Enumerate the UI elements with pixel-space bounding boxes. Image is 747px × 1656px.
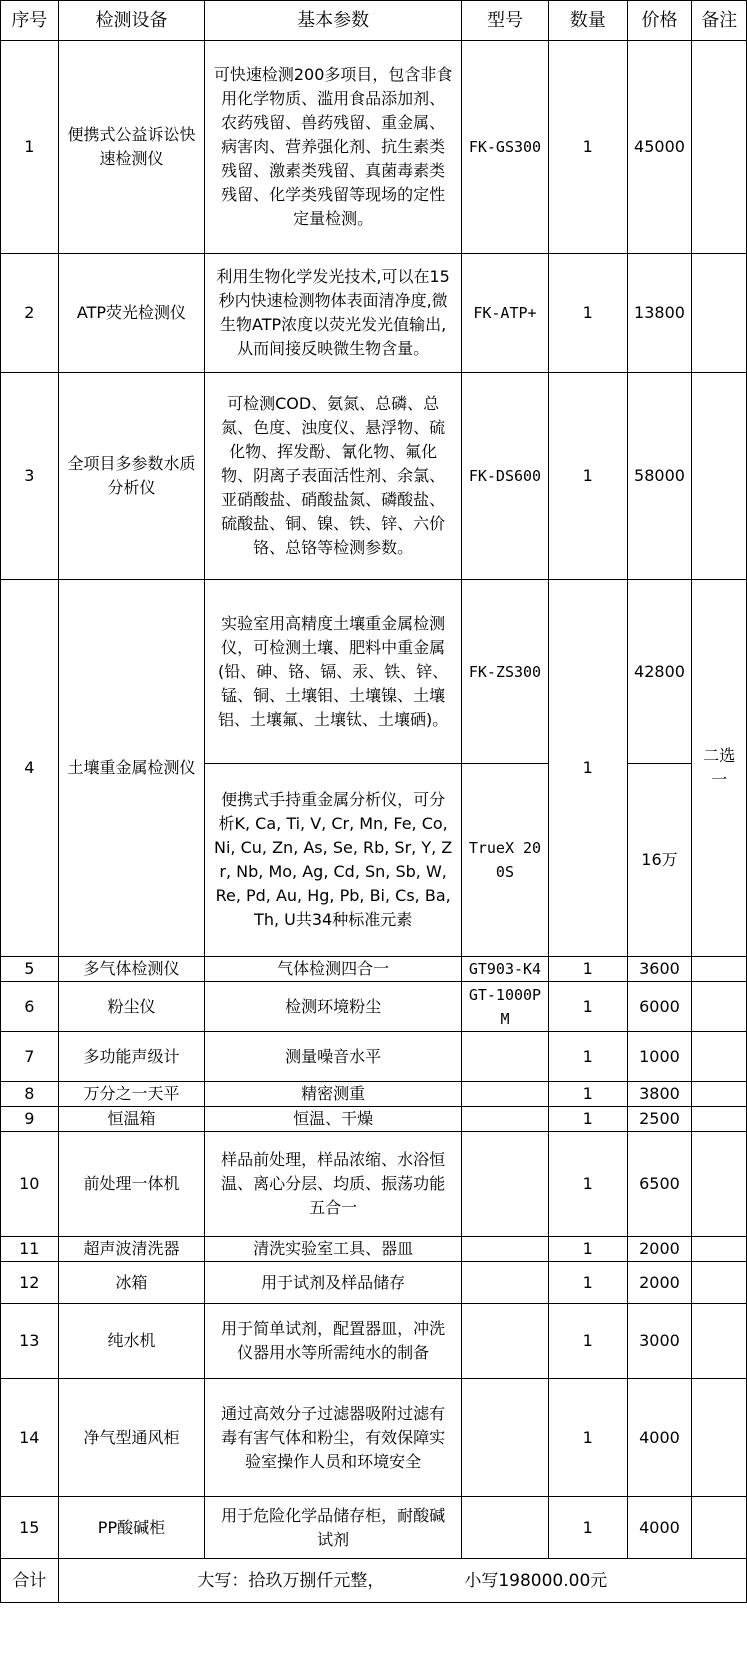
cell-device: 全项目多参数水质分析仪 [58,373,205,580]
cell-seq: 4 [1,580,59,957]
cell-remark [692,1497,747,1559]
cell-params: 用于简单试剂，配置器皿，冲洗仪器用水等所需纯水的制备 [205,1304,462,1379]
cell-params: 测量噪音水平 [205,1032,462,1082]
cell-seq: 1 [1,41,59,254]
cell-params: 便携式手持重金属分析仪，可分析K, Ca, Ti, V, Cr, Mn, Fe, Co, Ni, Cu, Zn, As, Se, Rb, Sr, Y, Zr, Nb, Mo, Ag, Cd, Sn, Sb, W, Re, Pd, Au, Hg, Pb, Bi, Cs, Ba, Th, U共34种标准元素 [205,764,462,957]
cell-remark [692,1107,747,1132]
cell-params: 恒温、干燥 [205,1107,462,1132]
cell-qty: 1 [548,1132,627,1237]
cell-remark [692,1082,747,1107]
cell-price: 4000 [627,1379,692,1497]
cell-qty: 1 [548,1497,627,1559]
cell-seq: 8 [1,1082,59,1107]
cell-device: 纯水机 [58,1304,205,1379]
cell-params: 利用生物化学发光技术,可以在15秒内快速检测物体表面清净度,微生物ATP浓度以荧光发光值输出,从而间接反映微生物含量。 [205,254,462,373]
cell-remark [692,1132,747,1237]
table-row [1,254,747,373]
cell-remark [692,1237,747,1262]
cell-seq: 13 [1,1304,59,1379]
cell-model: GT-1000PM [461,982,548,1032]
cell-remark [692,254,747,373]
cell-price: 3800 [627,1082,692,1107]
cell-params: 可快速检测200多项目，包含非食用化学物质、滥用食品添加剂、农药残留、兽药残留、重金属、病害肉、营养强化剂、抗生素类残留、激素类残留、真菌毒素类残留、化学类残留等现场的定性定量检测。 [205,41,462,254]
cell-params: 实验室用高精度土壤重金属检测仪，可检测土壤、肥料中重金属(铅、砷、铬、镉、汞、铁、锌、锰、铜、土壤钼、土壤镍、土壤铝、土壤氟、土壤钛、土壤硒)。 [205,580,462,764]
cell-device: PP酸碱柜 [58,1497,205,1559]
cell-qty: 1 [548,1107,627,1132]
header-seq: 序号 [1,1,59,41]
cell-remark [692,41,747,254]
header-price: 价格 [627,1,692,41]
cell-price: 3600 [627,957,692,982]
header-model: 型号 [461,1,548,41]
cell-price: 2000 [627,1237,692,1262]
cell-seq: 7 [1,1032,59,1082]
cell-device: 万分之一天平 [58,1082,205,1107]
cell-remark [692,1379,747,1497]
cell-model: GT903-K4 [461,957,548,982]
cell-params: 用于危险化学品储存柜，耐酸碱试剂 [205,1497,462,1559]
table-row [1,580,747,764]
cell-device: 多气体检测仪 [58,957,205,982]
cell-qty: 1 [548,373,627,580]
table-row [1,1497,747,1559]
cell-remark [692,373,747,580]
header-qty: 数量 [548,1,627,41]
cell-device: 粉尘仪 [58,982,205,1032]
cell-params: 检测环境粉尘 [205,982,462,1032]
cell-params: 精密测重 [205,1082,462,1107]
table-row [1,1107,747,1132]
cell-qty: 1 [548,1379,627,1497]
cell-seq: 9 [1,1107,59,1132]
cell-device: 前处理一体机 [58,1132,205,1237]
cell-price: 13800 [627,254,692,373]
cell-model [461,1497,548,1559]
header-row [1,1,747,41]
cell-price: 45000 [627,41,692,254]
cell-params: 清洗实验室工具、器皿 [205,1237,462,1262]
cell-device: 土壤重金属检测仪 [58,580,205,957]
cell-seq: 3 [1,373,59,580]
cell-seq: 15 [1,1497,59,1559]
cell-price: 16万 [627,764,692,957]
total-label: 合计 [1,1559,59,1603]
cell-seq: 12 [1,1262,59,1304]
cell-price: 4000 [627,1497,692,1559]
cell-device: 超声波清洗器 [58,1237,205,1262]
cell-seq: 6 [1,982,59,1032]
cell-model: FK-ATP+ [461,254,548,373]
cell-seq: 11 [1,1237,59,1262]
cell-qty: 1 [548,1032,627,1082]
cell-price: 1000 [627,1032,692,1082]
cell-model [461,1379,548,1497]
cell-params: 样品前处理，样品浓缩、水浴恒温、离心分层、均质、振荡功能五合一 [205,1132,462,1237]
cell-params: 通过高效分子过滤器吸附过滤有毒有害气体和粉尘，有效保障实验室操作人员和环境安全 [205,1379,462,1497]
cell-price: 3000 [627,1304,692,1379]
cell-model: TrueX 200S [461,764,548,957]
cell-model [461,1032,548,1082]
table-row [1,1379,747,1497]
table-row [1,1032,747,1082]
cell-device: 恒温箱 [58,1107,205,1132]
cell-qty: 1 [548,1262,627,1304]
cell-params: 可检测COD、氨氮、总磷、总氮、色度、浊度仪、悬浮物、硫化物、挥发酚、氰化物、氟化物、阴离子表面活性剂、余氯、亚硝酸盐、硝酸盐氮、磷酸盐、硫酸盐、铜、镍、铁、锌、六价铬、总铬等检测参数。 [205,373,462,580]
cell-model [461,1262,548,1304]
table-row [1,373,747,580]
cell-params: 用于试剂及样品储存 [205,1262,462,1304]
total-lower: 小写198000.00元 [464,1570,608,1591]
cell-model: FK-ZS300 [461,580,548,764]
cell-price: 2500 [627,1107,692,1132]
cell-model: FK-GS300 [461,41,548,254]
cell-model [461,1304,548,1379]
cell-qty: 1 [548,982,627,1032]
cell-remark [692,957,747,982]
table-row [1,1262,747,1304]
cell-price: 6000 [627,982,692,1032]
total-row [1,1559,747,1603]
cell-remark: 二选一 [692,580,747,957]
cell-price: 42800 [627,580,692,764]
cell-qty: 1 [548,1082,627,1107]
cell-seq: 2 [1,254,59,373]
cell-qty: 1 [548,1237,627,1262]
cell-params: 气体检测四合一 [205,957,462,982]
table-row [1,1237,747,1262]
cell-seq: 14 [1,1379,59,1497]
table-row [1,1304,747,1379]
cell-remark [692,1304,747,1379]
table-row [1,1082,747,1107]
cell-remark [692,1032,747,1082]
cell-model [461,1132,548,1237]
cell-model [461,1107,548,1132]
cell-qty: 1 [548,957,627,982]
cell-device: ATP荧光检测仪 [58,254,205,373]
cell-qty: 1 [548,580,627,957]
cell-price: 2000 [627,1262,692,1304]
cell-model [461,1237,548,1262]
cell-device: 净气型通风柜 [58,1379,205,1497]
cell-device: 冰箱 [58,1262,205,1304]
cell-model: FK-DS600 [461,373,548,580]
cell-qty: 1 [548,1304,627,1379]
table-row [1,957,747,982]
header-device: 检测设备 [58,1,205,41]
table-row [1,41,747,254]
cell-seq: 5 [1,957,59,982]
total-amount [58,1559,746,1603]
table-row [1,1132,747,1237]
cell-qty: 1 [548,254,627,373]
cell-device: 多功能声级计 [58,1032,205,1082]
cell-model [461,1082,548,1107]
cell-price: 6500 [627,1132,692,1237]
cell-device: 便携式公益诉讼快速检测仪 [58,41,205,254]
table-row [1,982,747,1032]
cell-remark [692,982,747,1032]
cell-price: 58000 [627,373,692,580]
header-remark: 备注 [692,1,747,41]
cell-remark [692,1262,747,1304]
cell-qty: 1 [548,41,627,254]
header-params: 基本参数 [205,1,462,41]
total-upper: 大写：拾玖万捌仟元整， [197,1570,385,1591]
cell-seq: 10 [1,1132,59,1237]
